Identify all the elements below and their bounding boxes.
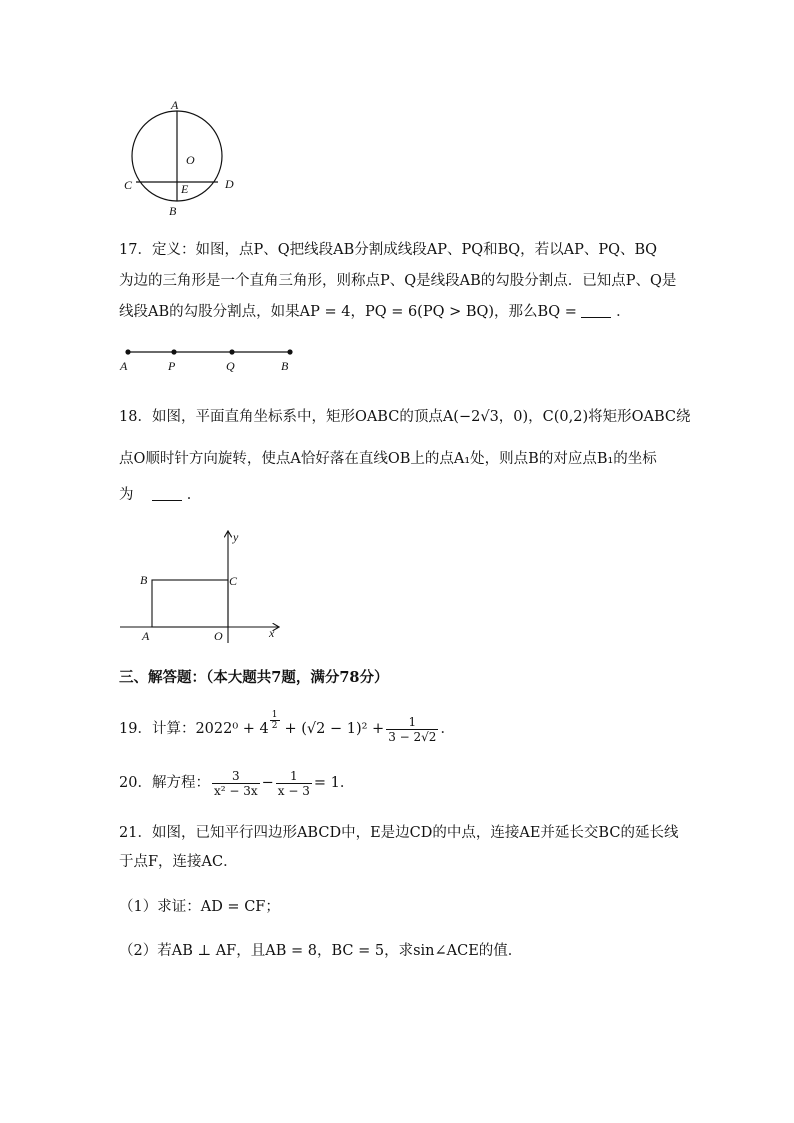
- rectangle-oabc: [152, 580, 228, 627]
- seg-label-q: Q: [226, 359, 235, 373]
- circle-figure: [120, 98, 250, 223]
- rect-label-a: A: [142, 629, 150, 643]
- seg-label-p: P: [168, 359, 176, 373]
- point-a: [125, 349, 130, 354]
- q20-fraction-1: [212, 769, 260, 798]
- point-p: [171, 349, 176, 354]
- point-b: [287, 349, 292, 354]
- q20-fraction-2: [276, 769, 312, 798]
- q21-part2: （2）若AB ⊥ AF，且AB = 8，BC = 5，求sin∠ACE的值．: [119, 943, 523, 959]
- q17-line3: [119, 302, 631, 322]
- seg-label-a: A: [120, 359, 128, 373]
- q20-f2-num: 1: [276, 769, 312, 784]
- label-a: A: [171, 98, 179, 112]
- label-b: B: [169, 204, 177, 218]
- q21-part1: （1）求证：AD = CF；: [119, 899, 280, 915]
- q19-exp-den: 2: [271, 720, 278, 731]
- q17-line1: 17．定义：如图，点P、Q把线段AB分割成线段AP、PQ和BQ，若以AP、PQ、BQ: [119, 242, 658, 258]
- q19-fraction: [386, 715, 438, 744]
- q17-line3-end: ．: [616, 304, 631, 320]
- q20-minus: −: [261, 775, 274, 791]
- q18-line2: 点O顺时针方向旋转，使点A恰好落在直线OB上的点A₁处，则点B的对应点B₁的坐标: [119, 451, 657, 467]
- q17-line3-text: 线段AB的勾股分割点，如果AP = 4，PQ = 6(PQ > BQ)，那么BQ =: [119, 304, 577, 320]
- label-c: C: [124, 178, 133, 192]
- q19-expr-b: + (√2 − 1)² +: [284, 721, 385, 737]
- q20-f2-den: x − 3: [277, 783, 310, 798]
- q19-frac-den: 3 − 2√2: [388, 729, 437, 744]
- answer-blank-18: [152, 486, 182, 501]
- label-e: E: [181, 182, 189, 196]
- q19-line: [119, 709, 455, 746]
- axis-label-y: y: [233, 530, 239, 544]
- q19-end: ．: [440, 721, 455, 737]
- q19-frac-num: 1: [386, 715, 438, 730]
- axis-label-x: x: [269, 626, 275, 640]
- coordinate-figure: [118, 528, 288, 646]
- rect-label-o: O: [214, 629, 223, 643]
- q17-line2: 为边的三角形是一个直角三角形，则称点P、Q是线段AB的勾股分割点．已知点P、Q是: [119, 273, 677, 289]
- answer-blank-17: [581, 303, 611, 318]
- seg-label-b: B: [281, 359, 289, 373]
- section-3-title: 三、解答题：（本大题共7题，满分78分）: [119, 669, 389, 686]
- q21-line1: 21．如图，已知平行四边形ABCD中，E是边CD的中点，连接AE并延长交BC的延长线: [119, 825, 679, 841]
- q19-exp-num: 1: [271, 709, 278, 720]
- q20-f1-num: 3: [212, 769, 260, 784]
- q20-f1-den: x² − 3x: [213, 783, 258, 798]
- q20-line: [119, 766, 354, 800]
- q18-line3-end: ．: [186, 487, 202, 503]
- q19-exponent: [270, 710, 280, 731]
- q18-line3: [119, 485, 201, 505]
- q20-rhs: = 1．: [313, 775, 355, 791]
- q19-expr-a: 2022⁰ + 4: [195, 721, 269, 737]
- rect-label-b: B: [140, 573, 148, 587]
- point-q: [229, 349, 234, 354]
- rect-label-c: C: [229, 574, 238, 588]
- q19-prefix: 19．计算：: [119, 721, 196, 737]
- q20-prefix: 20．解方程：: [119, 775, 210, 791]
- q18-line3-text: 为: [119, 487, 134, 503]
- q21-line2: 于点F，连接AC．: [119, 854, 238, 870]
- q18-line1: 18．如图，平面直角坐标系中，矩形OABC的顶点A(−2√3，0)，C(0,2)将矩形OABC绕: [119, 409, 691, 425]
- label-d: D: [225, 177, 234, 191]
- segment-figure: [118, 342, 303, 374]
- label-o: O: [186, 153, 195, 167]
